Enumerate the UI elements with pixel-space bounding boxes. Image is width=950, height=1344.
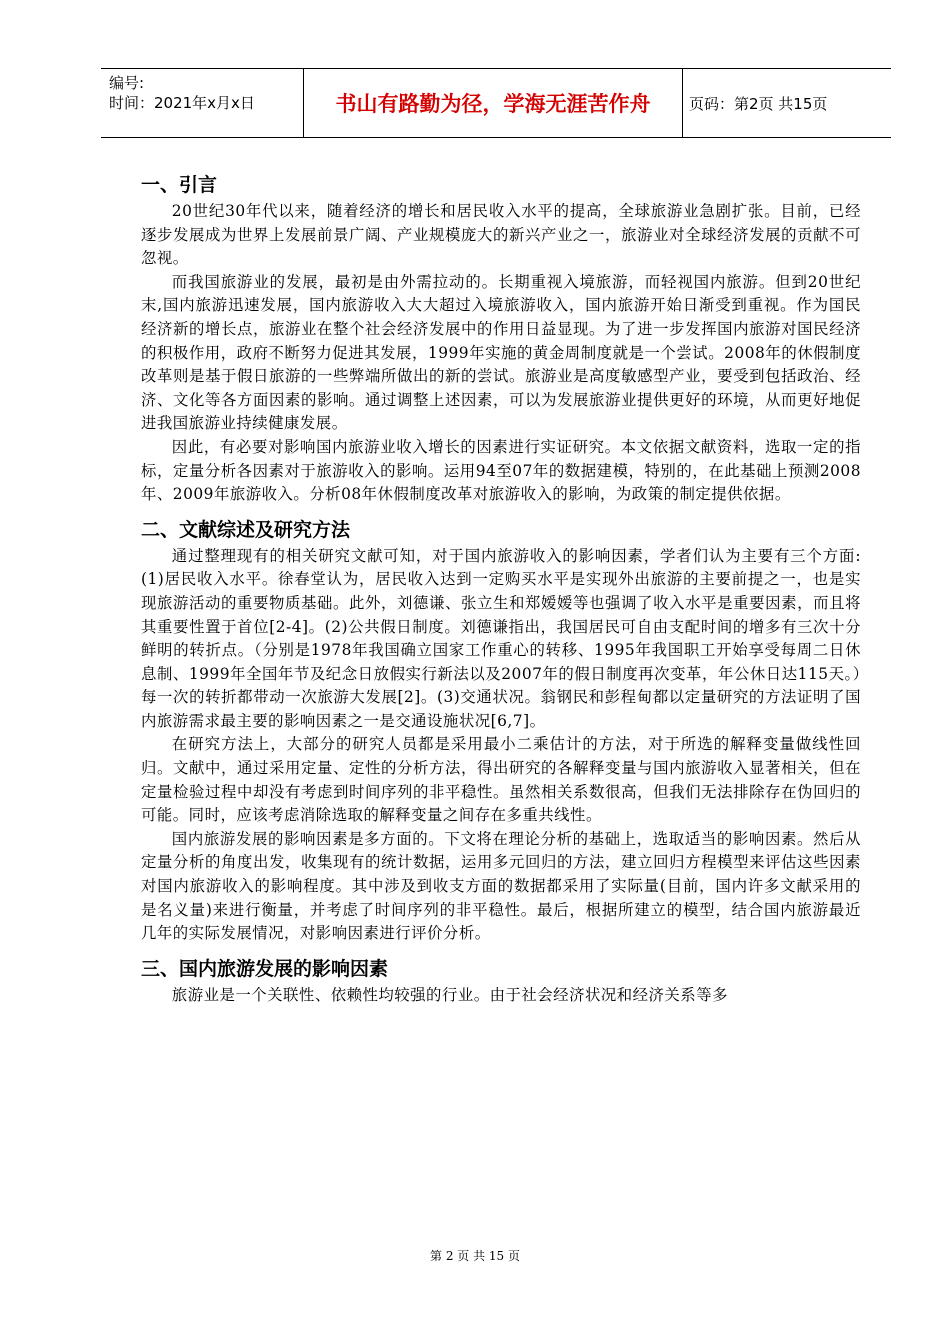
header-page-label: 页码：第2页 共15页 — [689, 94, 828, 113]
section-heading-introduction: 一、引言 — [141, 174, 218, 196]
header-left-cell — [101, 69, 304, 137]
paragraph: 国内旅游发展的影响因素是多方面的。下文将在理论分析的基础上，选取适当的影响因素。然后从定量分析的角度出发，收集现有的统计数据，运用多元回归的方法，建立回归方程模型来评估这些因素对国内旅游收入的影响程度。其中涉及到收支方面的数据都采用了实际量(目前，国内许多文献采用的是名义量)来进行衡量，并考虑了时间序列的非平稳性。最后，根据所建立的模型，结合国内旅游最近几年的实际发展情况，对影响因素进行评价分析。 — [141, 829, 861, 943]
document-time-label: 时间：2021年x月x日 — [109, 94, 255, 112]
paragraph: 在研究方法上，大部分的研究人员都是采用最小二乘估计的方法，对于所选的解释变量做线性回归。文献中，通过采用定量、定性的分析方法，得出研究的各解释变量与国内旅游收入显著相关，但在定量检验过程中却没有考虑到时间序列的非平稳性。虽然相关系数很高，但我们无法排除存在伪回归的可能。同时，应该考虑消除选取的解释变量之间存在多重共线性。 — [141, 735, 861, 825]
document-body — [141, 170, 861, 1007]
section-heading-literature-review: 二、文献综述及研究方法 — [141, 518, 351, 541]
header-motto: 书山有路勤为径，学海无涯苦作舟 — [304, 69, 683, 137]
paragraph: 因此，有必要对影响国内旅游业收入增长的因素进行实证研究。本文依据文献资料，选取一定的指标，定量分析各因素对于旅游收入的影响。运用94至07年的数据建模，特别的，在此基础上预测2008年、2009年旅游收入。分析08年休假制度改革对旅游收入的影响，为政策的制定提供依据。 — [141, 437, 861, 504]
paragraph: 20世纪30年代以来，随着经济的增长和居民收入水平的提高，全球旅游业急剧扩张。目前，已经逐步发展成为世界上发展前景广阔、产业规模庞大的新兴产业之一，旅游业对全球经济发展的贡献不可忽视。 — [141, 202, 861, 268]
paragraph: 通过整理现有的相关研究文献可知，对于国内旅游收入的影响因素，学者们认为主要有三个方面: (1)居民收入水平。徐春堂认为，居民收入达到一定购买水平是实现外出旅游的主要前提之一，也是实现旅游活动的重要物质基础。此外，刘德谦、张立生和郑嫒嫒等也强调了收入水平是重要因素，而且将其重要性置于首位[2-4]。(2)公共假日制度。刘德谦指出，我国居民可自由支配时间的增多有三次十分鲜明的转折点。（分别是1978年我国确立国家工作重心的转移、1995年我国职工开始享受每周二日休息制、1999年全国年节及纪念日放假实行新法以及2007年的假日制度再次变革，年公休日达115天。）每一次的转折都带动一次旅游大发展[2]。(3)交通状况。翁钢民和彭程甸都以定量研究的方法证明了国内旅游需求最主要的影响因素之一是交通设施状况[6,7]。 — [141, 546, 862, 730]
section-heading-influencing-factors: 三、国内旅游发展的影响因素 — [141, 957, 389, 980]
page-header — [101, 68, 891, 138]
paragraph: 旅游业是一个关联性、依赖性均较强的行业。由于社会经济状况和经济关系等多 — [171, 985, 728, 1004]
page-footer: 第 2 页 共 15 页 — [430, 1249, 520, 1263]
paragraph: 而我国旅游业的发展，最初是由外需拉动的。长期重视入境旅游，而轻视国内旅游。但到20世纪末,国内旅游迅速发展，国内旅游收入大大超过入境旅游收入，国内旅游开始日渐受到重视。作为国民经济新的增长点，旅游业在整个社会经济发展中的作用日益显现。为了进一步发挥国内旅游对国民经济的积极作用，政府不断努力促进其发展，1999年实施的黄金周制度就是一个尝试。2008年的休假制度改革则是基于假日旅游的一些弊端所做出的新的尝试。旅游业是高度敏感型产业，要受到包括政治、经济、文化等各方面因素的影响。通过调整上述因素，可以为发展旅游业提供更好的环境，从而更好地促进我国旅游业持续健康发展。 — [141, 272, 861, 433]
document-number-label: 编号: — [109, 74, 145, 92]
